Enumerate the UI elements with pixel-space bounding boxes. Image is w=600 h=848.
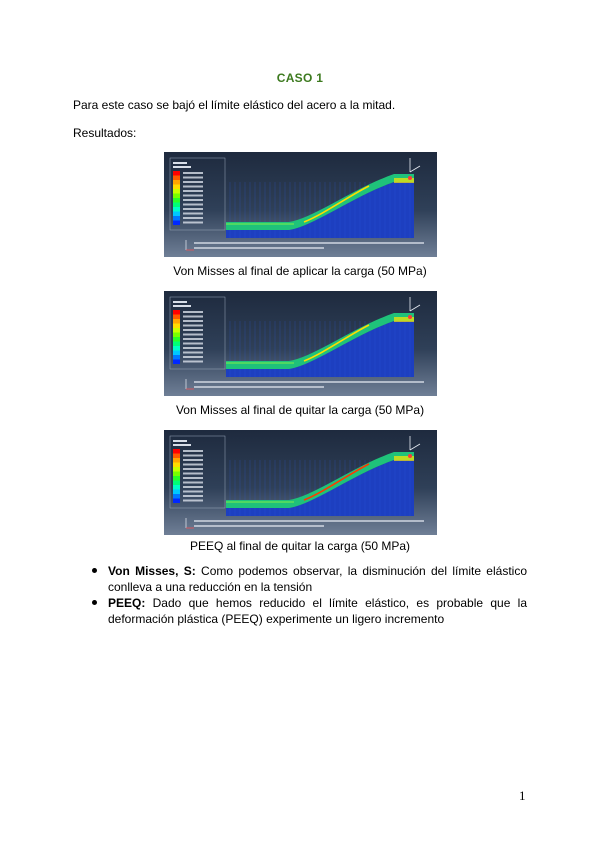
legend-swatch: [173, 203, 180, 208]
legend-swatch: [173, 221, 180, 226]
legend-tick-text: [183, 311, 203, 313]
figure-peeq-unload: [164, 430, 437, 535]
legend-swatch: [173, 494, 180, 499]
legend-tick-text: [183, 338, 203, 340]
legend-tick-text: [183, 222, 203, 224]
legend-tick-text: [183, 208, 203, 210]
footer-text: [194, 386, 324, 388]
legend-swatch: [173, 458, 180, 463]
legend-tick-text: [183, 190, 203, 192]
legend-swatch: [173, 342, 180, 347]
legend-tick-text: [183, 347, 203, 349]
section-title: CASO 1: [276, 71, 324, 85]
legend-swatch: [173, 463, 180, 468]
legend-swatch: [173, 328, 180, 333]
legend-tick-text: [183, 186, 203, 188]
bullet-text: Dado que hemos reducido el límite elástico, es probable que la deformación plástica (PEEQ) experimente un ligero incremento: [108, 596, 527, 626]
legend-swatch: [173, 449, 180, 454]
legend-swatch: [173, 310, 180, 315]
legend-swatch: [173, 355, 180, 360]
load-marker: [408, 176, 412, 180]
figure-von-misses-unload: [164, 291, 437, 396]
legend-swatch: [173, 185, 180, 190]
legend-swatch: [173, 337, 180, 342]
legend-tick-text: [183, 334, 203, 336]
footer-text: [194, 525, 324, 527]
legend-tick-text: [183, 459, 203, 461]
legend-tick-text: [183, 361, 203, 363]
legend-tick-text: [183, 172, 203, 174]
page-number: 1: [519, 788, 526, 803]
legend-swatch: [173, 198, 180, 203]
fe-contour-plot: [164, 291, 437, 396]
legend-swatch: [173, 171, 180, 176]
bullet-dot: [92, 600, 97, 605]
axis-triad: [410, 444, 420, 450]
legend-tick-text: [183, 352, 203, 354]
axis-triad: [410, 166, 420, 172]
legend-tick-text: [183, 356, 203, 358]
legend-tick-text: [183, 477, 203, 479]
legend-tick-text: [183, 213, 203, 215]
legend-swatch: [173, 207, 180, 212]
legend-swatch: [173, 360, 180, 365]
legend-swatch: [173, 324, 180, 329]
legend-tick-text: [183, 343, 203, 345]
axis-triad: [410, 305, 420, 311]
legend-swatch: [173, 481, 180, 486]
legend-swatch: [173, 472, 180, 477]
legend-tick-text: [183, 468, 203, 470]
legend-tick-text: [183, 464, 203, 466]
bullet-peeq: [92, 595, 527, 627]
legend-swatch: [173, 212, 180, 217]
legend-swatch: [173, 485, 180, 490]
fe-contour-plot: [164, 152, 437, 257]
bullet-list: [92, 563, 527, 627]
legend-swatch: [173, 351, 180, 356]
legend-swatch: [173, 346, 180, 351]
legend-swatch: [173, 476, 180, 481]
legend-swatch: [173, 189, 180, 194]
legend-swatch: [173, 467, 180, 472]
legend-swatch: [173, 454, 180, 459]
footer-text: [194, 242, 424, 244]
legend-tick-text: [183, 329, 203, 331]
bullet-dot: [92, 568, 97, 573]
figure-caption: Von Misses al final de aplicar la carga (50 MPa): [173, 264, 427, 278]
fe-contour-plot: [164, 430, 437, 535]
legend-swatch: [173, 216, 180, 221]
legend-tick-text: [183, 177, 203, 179]
legend-header-text: [173, 305, 191, 307]
legend-tick-text: [183, 482, 203, 484]
figure-caption: Von Misses al final de quitar la carga (50 MPa): [175, 403, 425, 417]
legend-swatch: [173, 499, 180, 504]
legend-header-text: [173, 440, 187, 442]
load-marker: [408, 454, 412, 458]
legend-tick-text: [183, 495, 203, 497]
legend-header-text: [173, 444, 191, 446]
legend-tick-text: [183, 181, 203, 183]
legend-swatch: [173, 180, 180, 185]
legend-tick-text: [183, 455, 203, 457]
legend-swatch: [173, 490, 180, 495]
legend-swatch: [173, 176, 180, 181]
legend-tick-text: [183, 486, 203, 488]
figure-caption: PEEQ al final de quitar la carga (50 MPa): [189, 539, 411, 553]
legend-header-text: [173, 166, 191, 168]
legend-swatch: [173, 194, 180, 199]
legend-tick-text: [183, 450, 203, 452]
legend-header-text: [173, 162, 187, 164]
legend-tick-text: [183, 204, 203, 206]
legend-header-text: [173, 301, 187, 303]
figure-von-misses-load: [164, 152, 437, 257]
legend-tick-text: [183, 491, 203, 493]
legend-tick-text: [183, 316, 203, 318]
legend-tick-text: [183, 320, 203, 322]
results-label: Resultados:: [73, 126, 137, 140]
legend-tick-text: [183, 199, 203, 201]
footer-text: [194, 247, 324, 249]
legend-tick-text: [183, 473, 203, 475]
footer-text: [194, 520, 424, 522]
legend-tick-text: [183, 217, 203, 219]
bullet-von-misses: [92, 563, 527, 595]
legend-swatch: [173, 333, 180, 338]
footer-text: [194, 381, 424, 383]
intro-paragraph: Para este caso se bajó el límite elástico del acero a la mitad.: [73, 98, 396, 112]
bullet-term: PEEQ:: [108, 596, 146, 610]
legend-swatch: [173, 315, 180, 320]
load-marker: [408, 315, 412, 319]
bullet-text: Como podemos observar, la disminución del límite elástico conlleva a una reducción en la tensión: [108, 564, 527, 594]
legend-swatch: [173, 319, 180, 324]
legend-tick-text: [183, 195, 203, 197]
legend-tick-text: [183, 325, 203, 327]
legend-tick-text: [183, 500, 203, 502]
bullet-term: Von Misses, S:: [108, 564, 196, 578]
